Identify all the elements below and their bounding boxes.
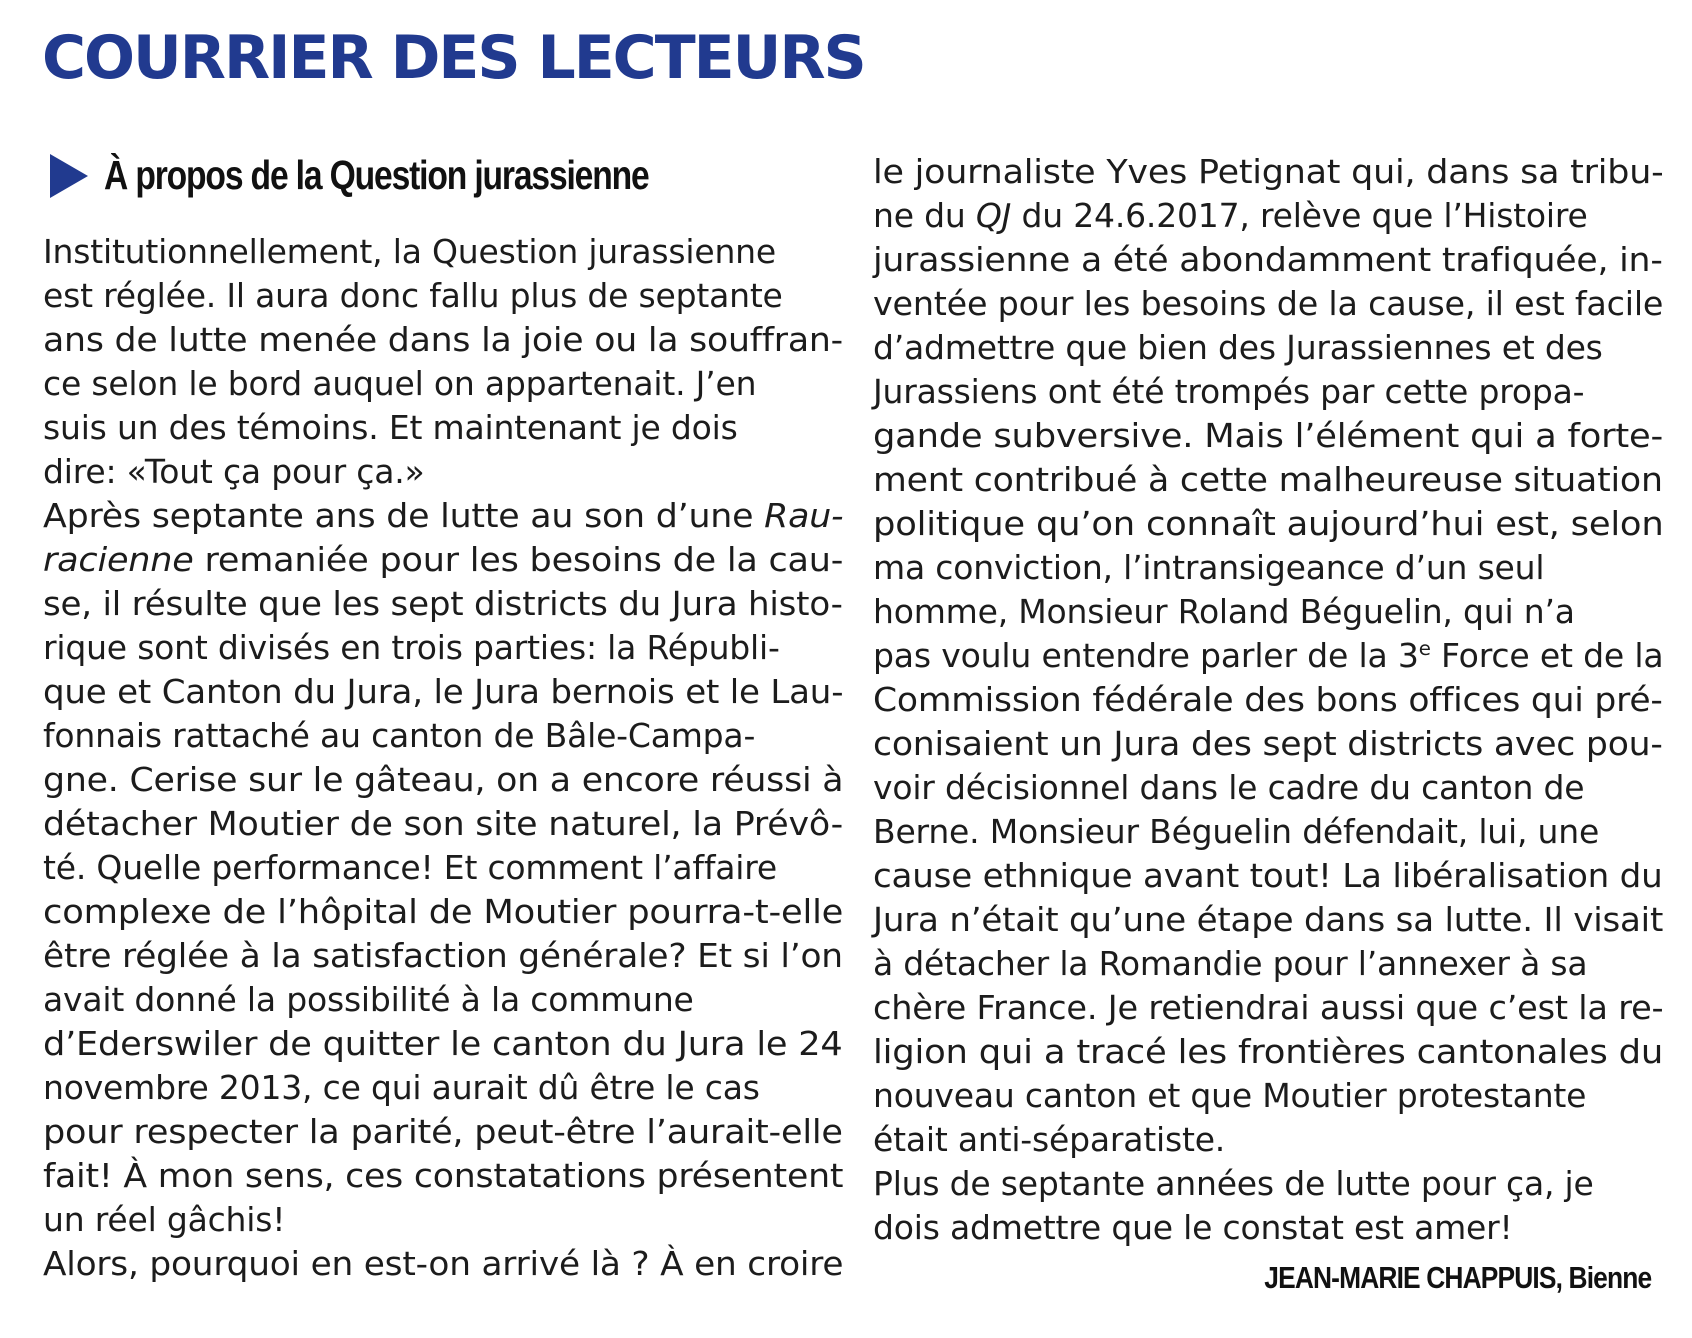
text-line: dois admettre que le constat est amer! (873, 1208, 1513, 1247)
text-line: nouveau canton et que Moutier protestante (873, 1076, 1587, 1115)
text-line: novembre 2013, ce qui aurait dû être le cas (43, 1068, 760, 1107)
text-line: chère France. Je retiendrai aussi que c’est la re- (873, 988, 1664, 1027)
text-line: Jura n’était qu’une étape dans sa lutte. Il visait (873, 900, 1664, 939)
text-line: homme, Monsieur Roland Béguelin, qui n’a (873, 592, 1575, 631)
text-line: Commission fédérale des bons offices qui pré- (873, 680, 1663, 719)
text-line: conisaient un Jura des sept districts avec pou- (873, 724, 1663, 763)
text-line: gne. Cerise sur le gâteau, on a encore réussi à (43, 760, 844, 799)
author-signature: JEAN-MARIE CHAPPUIS, Bienne (1263, 1260, 1651, 1295)
text-line: d’Ederswiler de quitter le canton du Jura le 24 (43, 1024, 843, 1063)
text-line: gande subversive. Mais l’élément qui a forte- (873, 416, 1663, 455)
text-line: Après septante ans de lutte au son d’une Rau- (43, 496, 844, 535)
text-line: ne du QJ du 24.6.2017, relève que l’Histoire (873, 196, 1588, 235)
text-line: pas voulu entendre parler de la 3e Force et de la (873, 636, 1664, 675)
text-line: est réglée. Il aura donc fallu plus de septante (43, 276, 783, 315)
text-line: rique sont divisés en trois parties: la Républi- (43, 628, 780, 667)
text-line: que et Canton du Jura, le Jura bernois et le Lau- (43, 672, 844, 711)
text-line: Alors, pourquoi en est-on arrivé là ? À en croire (43, 1244, 844, 1283)
text-line: était anti-séparatiste. (873, 1120, 1226, 1159)
text-line: être réglée à la satisfaction générale? Et si l’on (43, 936, 843, 975)
text-line: té. Quelle performance! Et comment l’affaire (43, 848, 778, 887)
text-line: ma conviction, l’intransigeance d’un seul (873, 548, 1545, 587)
text-line: détacher Moutier de son site naturel, la Prévô- (43, 804, 843, 843)
text-line: à détacher la Romandie pour l’annexer à sa (873, 944, 1588, 983)
text-line: jurassienne a été abondamment trafiquée, in- (873, 240, 1663, 279)
text-line: ans de lutte menée dans la joie ou la souffran- (43, 320, 843, 359)
text-line: fait! À mon sens, ces constatations présentent (43, 1156, 844, 1195)
text-line: suis un des témoins. Et maintenant je dois (43, 408, 738, 447)
section-title: COURRIER DES LECTEURS (42, 23, 865, 93)
text-line: Berne. Monsieur Béguelin défendait, lui, une (873, 812, 1600, 851)
text-line: racienne remaniée pour les besoins de la cau- (43, 540, 844, 579)
text-line: complexe de l’hôpital de Moutier pourra-t-elle (43, 892, 844, 931)
play-triangle-icon (50, 154, 88, 198)
text-line: Institutionnellement, la Question jurassienne (43, 232, 776, 271)
text-line: Jurassiens ont été trompés par cette propa- (873, 372, 1585, 411)
text-line: ventée pour les besoins de la cause, il est facile (873, 284, 1664, 323)
text-line: fonnais rattaché au canton de Bâle-Campa- (43, 716, 756, 755)
text-line: ment contribué à cette malheureuse situation (873, 460, 1663, 499)
text-line: cause ethnique avant tout! La libéralisation du (873, 856, 1663, 895)
text-line: ligion qui a tracé les frontières cantonales du (873, 1032, 1664, 1071)
text-line: Plus de septante années de lutte pour ça, je (873, 1164, 1594, 1203)
text-line: politique qu’on connaît aujourd’hui est, selon (873, 504, 1664, 543)
text-line: le journaliste Yves Petignat qui, dans sa tribu- (873, 152, 1664, 191)
text-line: avait donné la possibilité à la commune (43, 980, 694, 1019)
text-line: dire: «Tout ça pour ça.» (43, 452, 425, 491)
text-line: ce selon le bord auquel on appartenait. J’en (43, 364, 757, 403)
article-headline (50, 152, 768, 199)
text-line: se, il résulte que les sept districts du Jura histo- (43, 584, 843, 623)
text-line: d’admettre que bien des Jurassiennes et des (873, 328, 1603, 367)
text-line: voir décisionnel dans le cadre du canton de (873, 768, 1585, 807)
text-line: pour respecter la parité, peut-être l’aurait-elle (43, 1112, 843, 1151)
text-line: un réel gâchis! (43, 1200, 286, 1239)
headline-text: À propos de la Question jurassienne (104, 152, 649, 198)
